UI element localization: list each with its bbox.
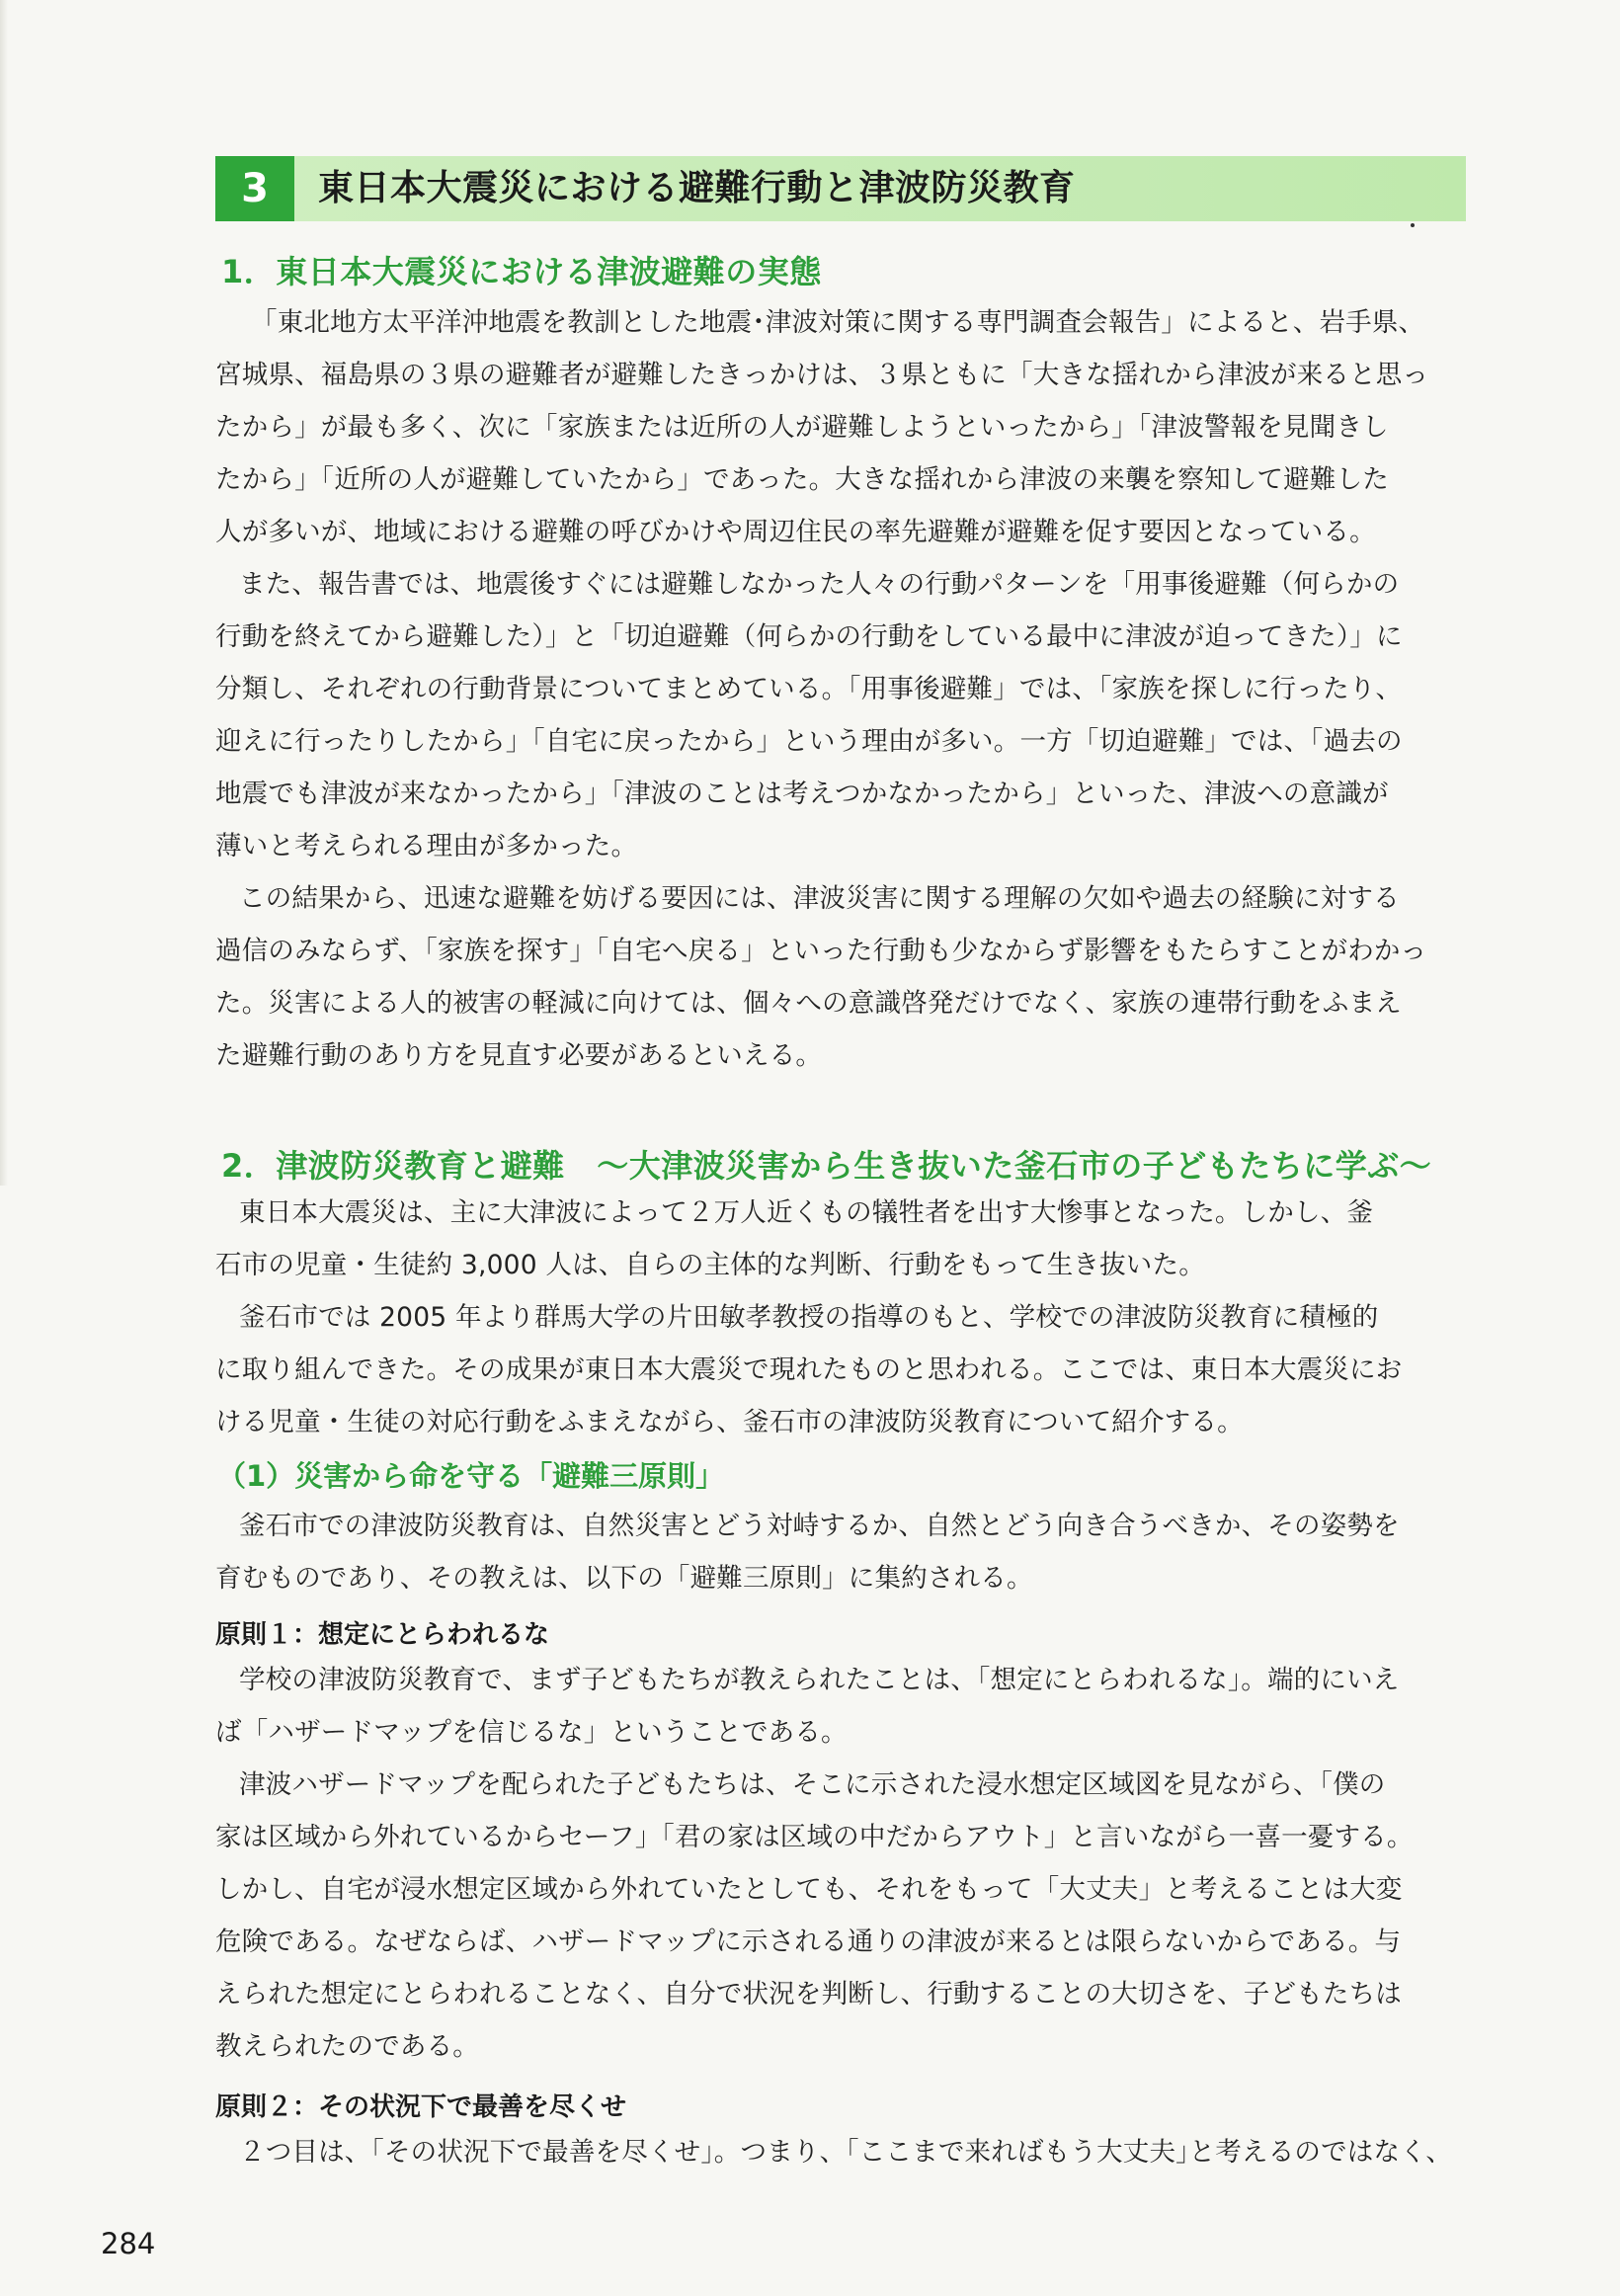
chapter-title: 東日本大震災における避難行動と津波防災教育 (318, 168, 1076, 208)
section2-paragraph-1 (215, 1187, 1468, 1291)
section2-heading: 2．津波防災教育と避難 ～大津波災害から生き抜いた釜石市の子どもたちに学ぶ～ (221, 1147, 1432, 1185)
page-number: 284 (101, 2227, 156, 2260)
text-line: 津波ハザードマップを配られた子どもたちは、そこに示された浸水想定区域図を見ながら、「僕の (239, 1769, 1386, 1800)
principle1-heading: 原則１：想定にとらわれるな (215, 1620, 550, 1650)
text-line: 釜石市での津波防災教育は、自然災害とどう対峙するか、自然とどう向き合うべきか、その姿勢を (239, 1511, 1400, 1541)
principle2-heading: 原則２：その状況下で最善を尽くせ (215, 2092, 627, 2122)
text-line: 行動を終えてから避難した）」と「切迫避難（何らかの行動をしている最中に津波が迫ってきた）」に (215, 621, 1403, 652)
subsection1-paragraph (215, 1500, 1468, 1604)
text-line: 迎えに行ったりしたから」「自宅に戻ったから」という理由が多い。一方「切迫避難」では、「過去の (215, 726, 1403, 757)
text-line: この結果から、迅速な避難を妨げる要因には、津波災害に関する理解の欠如や過去の経験に対する (239, 883, 1400, 914)
text-line: たから」が最も多く、次に「家族または近所の人が避難しようといったから」「津波警報を見聞きし (215, 412, 1389, 443)
text-line: 人が多いが、地域における避難の呼びかけや周辺住民の率先避難が避難を促す要因となっている。 (215, 517, 1376, 547)
section1-heading: 1．東日本大震災における津波避難の実態 (221, 253, 822, 290)
text-line: 過信のみならず、｢家族を探す｣「自宅へ戻る」といった行動も少なからず影響をもたらすことがわかっ (215, 936, 1427, 966)
text-line: しかし、自宅が浸水想定区域から外れていたとしても、それをもって「大丈夫」と考えることは大変 (215, 1874, 1403, 1905)
section1-paragraph-3 (215, 872, 1468, 1082)
subsection1-heading: （1）災害から命を守る「避難三原則」 (217, 1459, 725, 1493)
principle1-paragraph-2 (215, 1759, 1468, 2073)
text-line: に取り組んできた。その成果が東日本大震災で現れたものと思われる。ここでは、東日本大震災にお (215, 1354, 1403, 1385)
text-line: ば「ハザードマップを信じるな」ということである。 (215, 1717, 848, 1748)
principle2-paragraph-1 (215, 2126, 1468, 2178)
text-line: た避難行動のあり方を見直す必要があるといえる。 (215, 1040, 823, 1071)
text-line: 釜石市では 2005 年より群馬大学の片田敏孝教授の指導のもと、学校での津波防災教育に積極的 (239, 1302, 1379, 1333)
text-line: 地震でも津波が来なかったから」「津波のことは考えつかなかったから」といった、津波への意識が (215, 779, 1389, 809)
decorative-dot (1411, 223, 1415, 227)
text-line: 学校の津波防災教育で、まず子どもたちが教えられたことは、｢想定にとらわれるな｣。端的にいえ (239, 1665, 1400, 1695)
text-line: ２つ目は、｢その状況下で最善を尽くせ｣。つまり、｢ここまで来ればもう大丈夫｣と考えるのではなく、 (239, 2137, 1453, 2168)
chapter-header-band (215, 156, 1466, 221)
text-line: 育むものであり、その教えは、以下の「避難三原則」に集約される。 (215, 1563, 1033, 1594)
text-line: たから」「近所の人が避難していたから」であった。大きな揺れから津波の来襲を察知して避難した (215, 464, 1389, 495)
text-line: 家は区域から外れているからセーフ」「君の家は区域の中だからアウト」と言いながら一喜一憂する。 (215, 1822, 1414, 1852)
text-line: た。災害による人的被害の軽減に向けては、個々への意識啓発だけでなく、家族の連帯行動をふまえ (215, 988, 1402, 1019)
text-line: また、報告書では、地震後すぐには避難しなかった人々の行動パターンを「用事後避難（何らかの (239, 569, 1400, 600)
principle1-paragraph-1 (215, 1654, 1468, 1759)
chapter-number-badge: 3 (215, 156, 294, 221)
text-line: 教えられたのである。 (215, 2031, 479, 2062)
text-line: 危険である。なぜならば、ハザードマップに示される通りの津波が来るとは限らないからである。与 (215, 1927, 1402, 1957)
text-line: 「東北地方太平洋沖地震を教訓とした地震･津波対策に関する専門調査会報告」によると、岩手県、 (251, 307, 1425, 338)
text-line: 東日本大震災は、主に大津波によって２万人近くもの犠牲者を出す大惨事となった。しかし、釜 (239, 1197, 1374, 1228)
text-line: ける児童・生徒の対応行動をふまえながら、釜石市の津波防災教育について紹介する。 (215, 1407, 1244, 1437)
section2-paragraph-2 (215, 1291, 1468, 1448)
section1-paragraph-1 (215, 296, 1468, 558)
text-line: 石市の児童・生徒約 3,000 人は、自らの主体的な判断、行動をもって生き抜いた。 (215, 1250, 1205, 1280)
page-gutter-shadow (0, 0, 8, 1186)
text-line: えられた想定にとらわれることなく、自分で状況を判断し、行動することの大切さを、子どもたちは (215, 1979, 1402, 2009)
text-line: 宮城県、福島県の３県の避難者が避難したきっかけは、３県ともに「大きな揺れから津波が来ると思っ (215, 360, 1429, 390)
text-line: 分類し、それぞれの行動背景についてまとめている。「用事後避難」では、「家族を探しに行ったり、 (215, 674, 1403, 704)
text-line: 薄いと考えられる理由が多かった。 (215, 831, 638, 861)
section1-paragraph-2 (215, 558, 1468, 872)
